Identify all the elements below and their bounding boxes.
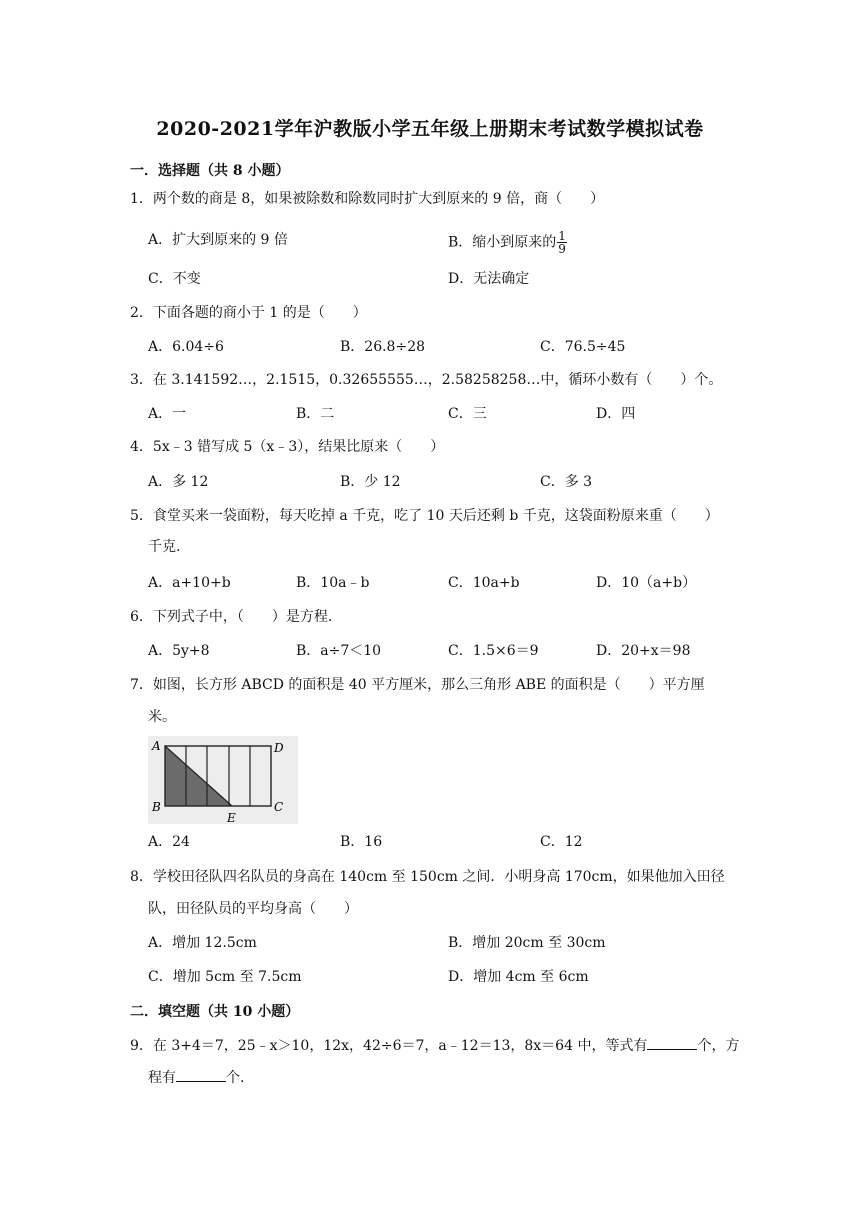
question-9-continuation-tail: 个. <box>226 1070 245 1086</box>
question-9-continuation-text: 程有 <box>148 1070 176 1086</box>
fraction <box>557 230 567 255</box>
fraction-denominator: 9 <box>558 242 566 256</box>
question-5-option-d: D．10（a+b） <box>596 575 697 591</box>
question-2-option-a: A．6.04÷6 <box>148 339 224 355</box>
question-7-option-b: B．16 <box>340 834 383 850</box>
page-title: 2020-2021学年沪教版小学五年级上册期末考试数学模拟试卷 <box>156 118 704 140</box>
question-7-option-a: A．24 <box>148 834 190 850</box>
question-1-option-d: D．无法确定 <box>448 271 530 287</box>
rectangle-abcd-figure <box>148 736 298 824</box>
question-1-option-c: C．不变 <box>148 271 201 287</box>
question-3-option-d: D．四 <box>596 406 636 422</box>
question-8-option-a: A．增加 12.5cm <box>148 935 257 951</box>
question-6-option-b: B．a÷7＜10 <box>296 643 382 659</box>
question-8-stem: 8．学校田径队四名队员的身高在 140cm 至 150cm 之间．小明身高 170cm，如果他加入田径 <box>130 869 725 885</box>
answer-blank[interactable] <box>176 1067 226 1082</box>
vertex-label-c: C <box>274 800 284 814</box>
question-3-stem: 3．在 3.141592…，2.1515，0.32655555…，2.58258258…中，循环小数有（ ）个。 <box>130 372 723 388</box>
question-5-option-c: C．10a+b <box>448 575 520 591</box>
question-7-continuation: 米。 <box>148 709 176 725</box>
answer-blank[interactable] <box>647 1035 697 1050</box>
question-9-stem <box>130 1035 739 1056</box>
question-4-option-c: C．多 3 <box>540 474 593 490</box>
question-8-option-d: D．增加 4cm 至 6cm <box>448 969 589 985</box>
question-9-stem-text: 9．在 3+4＝7，25﹣x＞10，12x，42÷6＝7，a﹣12＝13，8x＝64 中，等式有 <box>130 1038 648 1054</box>
question-5-option-a: A．a+10+b <box>148 575 231 591</box>
vertex-label-b: B <box>152 800 161 814</box>
question-6-option-d: D．20+x＝98 <box>596 643 691 659</box>
question-1-option-b-text: B．缩小到原来的 <box>448 234 557 251</box>
question-6-stem: 6．下列式子中，（ ）是方程. <box>130 609 333 625</box>
question-9-stem-tail: 个，方 <box>697 1038 740 1054</box>
section-heading-choice: 一．选择题（共 8 小题） <box>130 163 290 179</box>
question-1-stem: 1．两个数的商是 8，如果被除数和除数同时扩大到原来的 9 倍，商（ ） <box>130 191 605 207</box>
question-8-option-c: C．增加 5cm 至 7.5cm <box>148 969 302 985</box>
question-3-option-c: C．三 <box>448 406 487 422</box>
question-8-option-b: B．增加 20cm 至 30cm <box>448 935 606 951</box>
section-heading-fill: 二．填空题（共 10 小题） <box>130 1004 300 1020</box>
vertex-label-d: D <box>274 741 284 755</box>
question-2-stem: 2．下面各题的商小于 1 的是（ ） <box>130 305 367 321</box>
question-1-option-a: A．扩大到原来的 9 倍 <box>148 232 288 248</box>
question-9-continuation <box>148 1067 244 1088</box>
question-7-stem: 7．如图，长方形 ABCD 的面积是 40 平方厘米，那么三角形 ABE 的面积是（ ）平方厘 <box>130 677 705 693</box>
question-6-option-c: C．1.5×6＝9 <box>448 643 539 659</box>
question-8-continuation: 队，田径队员的平均身高（ ） <box>148 901 358 917</box>
fraction-numerator: 1 <box>558 229 566 243</box>
question-5-continuation: 千克. <box>148 539 181 555</box>
question-7-option-c: C．12 <box>540 834 583 850</box>
question-4-stem: 4．5x﹣3 错写成 5（x﹣3），结果比原来（ ） <box>130 439 445 455</box>
question-3-option-a: A．一 <box>148 406 187 422</box>
question-4-option-b: B．少 12 <box>340 474 401 490</box>
question-6-option-a: A．5y+8 <box>148 643 210 659</box>
question-1-option-b <box>448 230 567 255</box>
question-3-option-b: B．二 <box>296 406 335 422</box>
question-2-option-b: B．26.8÷28 <box>340 339 426 355</box>
question-4-option-a: A．多 12 <box>148 474 209 490</box>
vertex-label-e: E <box>227 811 236 824</box>
question-5-stem: 5．食堂买来一袋面粉，每天吃掉 a 千克，吃了 10 天后还剩 b 千克，这袋面粉原来重（ ） <box>130 508 719 524</box>
question-2-option-c: C．76.5÷45 <box>540 339 626 355</box>
vertex-label-a: A <box>152 739 161 753</box>
question-5-option-b: B．10a﹣b <box>296 575 370 591</box>
